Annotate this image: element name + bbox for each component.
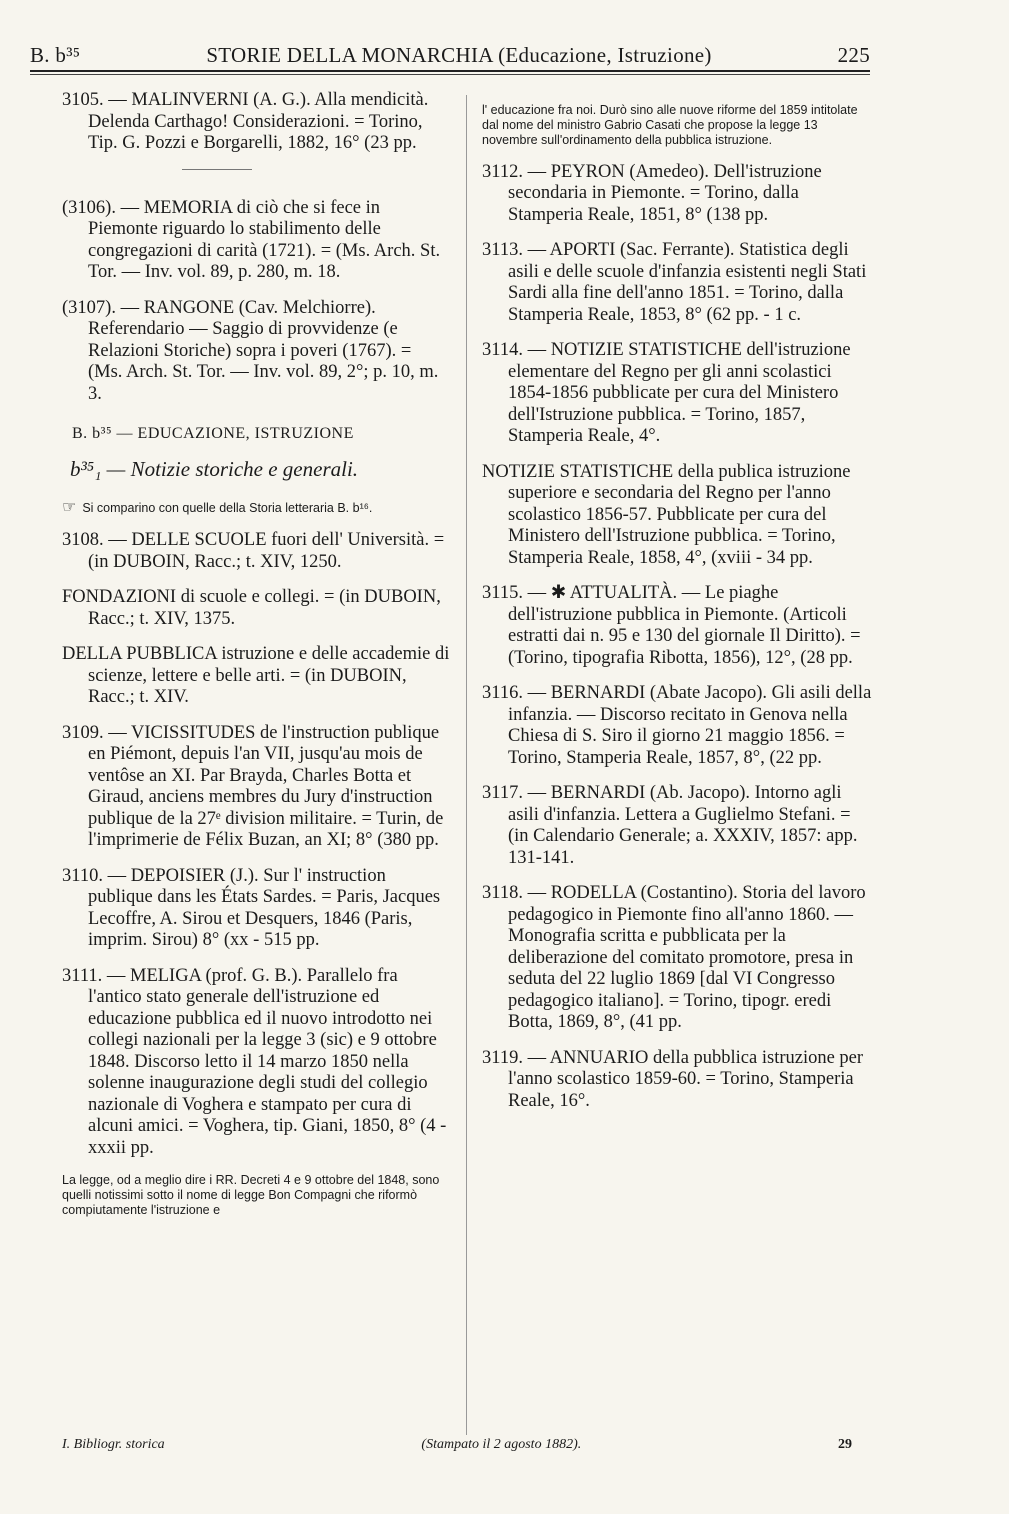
pointing-hand-icon: ☞ [62, 499, 77, 516]
entry-3108-fondazioni: FONDAZIONI di scuole e collegi. = (in DUBOIN, Racc.; t. XIV, 1375. [62, 587, 441, 629]
entry-3116: 3116. — BERNARDI (Abate Jacopo). Gli asili della infanzia. — Discorso recitato in Genova nella Chiesa di S. Siro il giorno 21 maggio 1856. = Torino, Stamperia Reale, 1857, 8°, (22 pp. [482, 683, 872, 768]
right-column [482, 90, 872, 1126]
left-column [62, 90, 450, 1232]
entry-3105: 3105. — MALINVERNI (A. G.). Alla mendicità. Delenda Carthago! Considerazioni. = Torino, Tip. G. Pozzi e Borgarelli, 1882, 16° (23 pp. [62, 90, 429, 153]
subsection-heading: b³⁵₁ — Notizie storiche e generali. [70, 457, 359, 481]
entry-3112: 3112. — PEYRON (Amedeo). Dell'istruzione secondaria in Piemonte. = Torino, dalla Stamperia Reale, 1851, 8° (138 pp. [482, 161, 822, 225]
header-section-mark: B. b³⁵ [30, 43, 81, 67]
entry-3113: 3113. — APORTI (Sac. Ferrante). Statistica degli asili e delle scuole d'infanzia esistenti negli Stati Sardi alla fine dell'anno 1851. = Torino, dalla Stamperia Reale, 1853, 8° (62 pp. - 1 c. [482, 240, 867, 325]
entry-3109: 3109. — VICISSITUDES de l'instruction publique en Piémont, depuis l'an VII, jusqu'au mois de ventôse an XI. Par Brayda, Charles Botta et Giraud, anciens membres du Jury d'instruction publique de la 27ᵉ division militaire. = Turin, de l'imprimerie de Félix Buzan, an XI; 8° (380 pp. [62, 722, 444, 850]
header-rule-thin [30, 74, 870, 75]
entry-3106: (3106). — MEMORIA di ciò che si fece in Piemonte riguardo lo stabilimento delle congregazioni di carità (1721). = (Ms. Arch. St. Tor. — Inv. vol. 89, p. 280, m. 18. [62, 197, 441, 282]
page-number: 225 [837, 43, 870, 67]
entry-3110: 3110. — DEPOISIER (J.). Sur l' instruction publique dans les États Sardes. = Paris, Jacques Lecoffre, A. Sirou et Desquers, 1846 (Paris, imprim. Sirou) 8° (xx - 515 pp. [62, 865, 441, 950]
section-heading: B. b³⁵ — EDUCAZIONE, ISTRUZIONE [72, 425, 354, 442]
entry-3108: 3108. — DELLE SCUOLE fuori dell' Università. = (in DUBOIN, Racc.; t. XIV, 1250. [62, 530, 445, 572]
entry-3111-footnote: La legge, od a meglio dire i RR. Decreti 4 e 9 ottobre del 1848, sono quelli notissimi sotto il nome di legge Bon Compagni che riformò compiutamente l'istruzione e [62, 1173, 440, 1217]
entry-3117: 3117. — BERNARDI (Ab. Jacopo). Intorno agli asili d'infanzia. Lettera a Guglielmo Stefani. = (in Calendario Generale; a. XXXIV, 1857: app. 131-141. [482, 783, 858, 868]
entry-3107: (3107). — RANGONE (Cav. Melchiorre). Referendario — Saggio di provvidenze (e Relazioni Storiche) sopra i poveri (1767). = (Ms. Arch. St. Tor. — Inv. vol. 89, 2°; p. 10, m. 3. [62, 297, 439, 404]
page-footer [62, 1437, 852, 1453]
footer-print-date: (Stampato il 2 agosto 1882). [421, 1437, 582, 1452]
entry-3119: 3119. — ANNUARIO della pubblica istruzione per l'anno scolastico 1859-60. = Torino, Stamperia Reale, 16°. [482, 1047, 864, 1111]
separator-rule [182, 169, 252, 170]
cross-reference-text: Si comparino con quelle della Storia letteraria B. b¹⁶. [82, 501, 373, 515]
entry-3108-pubblica: DELLA PUBBLICA istruzione e delle accademie di scienze, lettere e belle arti. = (in DUBOIN, Racc.; t. XIV. [62, 644, 450, 707]
entry-3114: 3114. — NOTIZIE STATISTICHE dell'istruzione elementare del Regno per gli anni scolastici 1854-1856 pubblicate per cura del Ministero dell'Istruzione pubblica. = Torino, 1857, Stamperia Reale, 4°. [482, 340, 851, 446]
header-title: STORIE DELLA MONARCHIA (Educazione, Istruzione) [206, 43, 712, 67]
running-header [30, 28, 870, 68]
footer-signature: I. Bibliogr. storica [62, 1437, 165, 1452]
header-rule [30, 70, 870, 72]
column-divider [466, 95, 467, 1435]
entry-3111: 3111. — MELIGA (prof. G. B.). Parallelo fra l'antico stato generale dell'istruzione ed educazione pubblica ed il nuovo introdotto nei collegi nazionali per la legge 3 (sic) e 9 ottobre 1848. Discorso letto il 14 marzo 1850 nella solenne inaugurazione degli studi del collegio nazionale di Voghera e stampato per cura di alcuni amici. = Voghera, tip. Giani, 1850, 8° (4 - xxxii pp. [62, 965, 447, 1158]
entry-3115: 3115. — ✱ ATTUALITÀ. — Le piaghe dell'istruzione pubblica in Piemonte. (Articoli estratti dai n. 95 e 130 del giornale Il Diritto). = (Torino, tipografia Ribotta, 1856), 12°, (28 pp. [482, 583, 861, 668]
footnote-continuation: l' educazione fra noi. Durò sino alle nuove riforme del 1859 intitolate dal nome del ministro Gabrio Casati che propose la legge 13 novembre sull'ordinamento della pubblica istruzione. [482, 102, 858, 147]
entry-3114-notizie: NOTIZIE STATISTICHE della publica istruzione superiore e secondaria del Regno per l'anno scolastico 1856-57. Pubblicate per cura del Ministero dell'Istruzione pubblica. = Torino, Stamperia Reale, 1858, 4°, (xviii - 34 pp. [482, 461, 851, 568]
cross-reference-note [62, 500, 450, 516]
entry-3118: 3118. — RODELLA (Costantino). Storia del lavoro pedagogico in Piemonte fino all'anno 1860. — Monografia scritta e pubblicata per la deliberazione del comitato promotore, presa in seduta del 22 luglio 1869 [dal VI Congresso pedagogico italiano]. = Torino, tipogr. eredi Botta, 1869, 8°, (41 pp. [482, 883, 866, 1032]
footer-sheet-number: 29 [837, 1437, 852, 1452]
